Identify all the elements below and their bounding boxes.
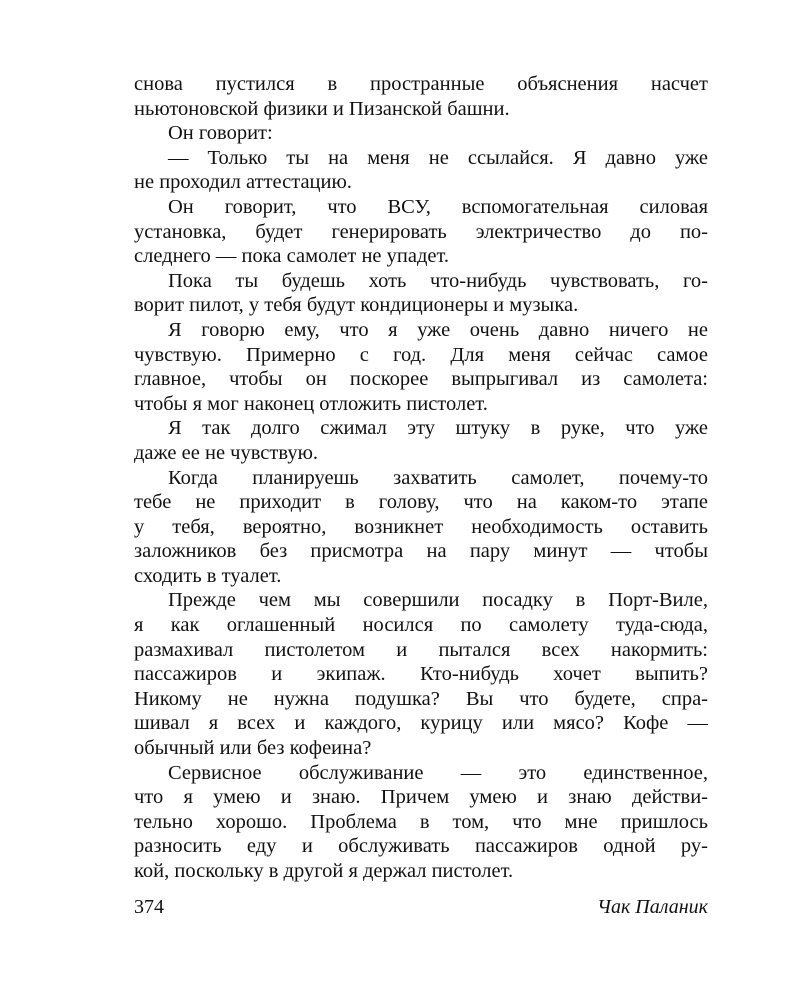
text-line: Прежде чем мы совершили посадку в Порт-Виле, [168,589,708,612]
paragraph [134,416,708,465]
text-line: размахивал пистолетом и пытался всех накормить: [134,638,708,661]
text-line: Он говорит: [168,122,273,145]
text-line: установка, будет генерировать электричество до по- [134,220,708,243]
paragraph [134,195,708,269]
text-line: что я умею и знаю. Причем умею и знаю действи- [134,786,708,809]
text-line: пассажиров и экипаж. Кто-нибудь хочет выпить? [134,663,708,686]
text-line: Когда планируешь захватить самолет, почему-то [168,466,708,489]
text-line: разносить еду и обслуживать пассажиров одной ру- [134,835,708,858]
text-line: я как оглашенный носился по самолету туда-сюда, [134,614,708,637]
text-line: — Только ты на меня не ссылайся. Я давно уже [168,146,708,169]
paragraph [134,466,708,589]
paragraph [134,146,708,195]
text-line: Я так долго сжимал эту штуку в руке, что уже [168,417,708,440]
text-line: тебе не приходит в голову, что на каком-то этапе [134,491,708,514]
paragraph [134,121,708,146]
text-line: Он говорит, что ВСУ, вспомогательная силовая [168,195,708,218]
text-line: кой, поскольку в другой я держал пистолет. [134,860,514,882]
paragraph [134,269,708,318]
page-number: 374 [134,896,164,918]
text-line: ворит пилот, у тебя будут кондиционеры и музыка. [134,294,579,317]
text-line: следнего — пока самолет не упадет. [134,245,450,268]
paragraph [134,588,708,760]
text-line: обычный или без кофеина? [134,737,372,760]
text-line: тельно хорошо. Проблема в том, что мне пришлось [134,810,708,833]
text-line: не проходил аттестацию. [134,171,352,194]
text-line: чувствую. Примерно с год. Для меня сейчас самое [134,343,708,366]
paragraph [134,318,708,416]
book-page-text [134,72,708,884]
page-footer [134,896,708,924]
text-line: Я говорю ему, что я уже очень давно ничего не [168,318,708,341]
text-line: заложников без присмотра на пару минут — чтобы [134,540,708,563]
text-line: ньютоновской физики и Пизанской башни. [134,97,510,120]
text-line: Никому не нужна подушка? Вы что будете, спра- [134,687,708,710]
running-title-author: Чак Паланик [597,896,708,918]
text-line: чтобы я мог наконец отложить пистолет. [134,392,488,415]
text-line: главное, чтобы он поскорее выпрыгивал из самолета: [134,368,708,391]
text-line: снова пустился в пространные объяснения насчет [134,73,708,95]
text-line: у тебя, вероятно, возникнет необходимость оставить [134,515,708,538]
text-line: сходить в туалет. [134,564,282,587]
text-line: даже ее не чувствую. [134,441,319,464]
paragraph [134,761,708,884]
text-line: Сервисное обслуживание — это единственное, [168,761,708,784]
paragraph [134,72,708,121]
text-line: Пока ты будешь хоть что-нибудь чувствовать, го- [168,269,708,292]
text-line: шивал я всех и каждого, курицу или мясо? Кофе — [134,712,708,735]
